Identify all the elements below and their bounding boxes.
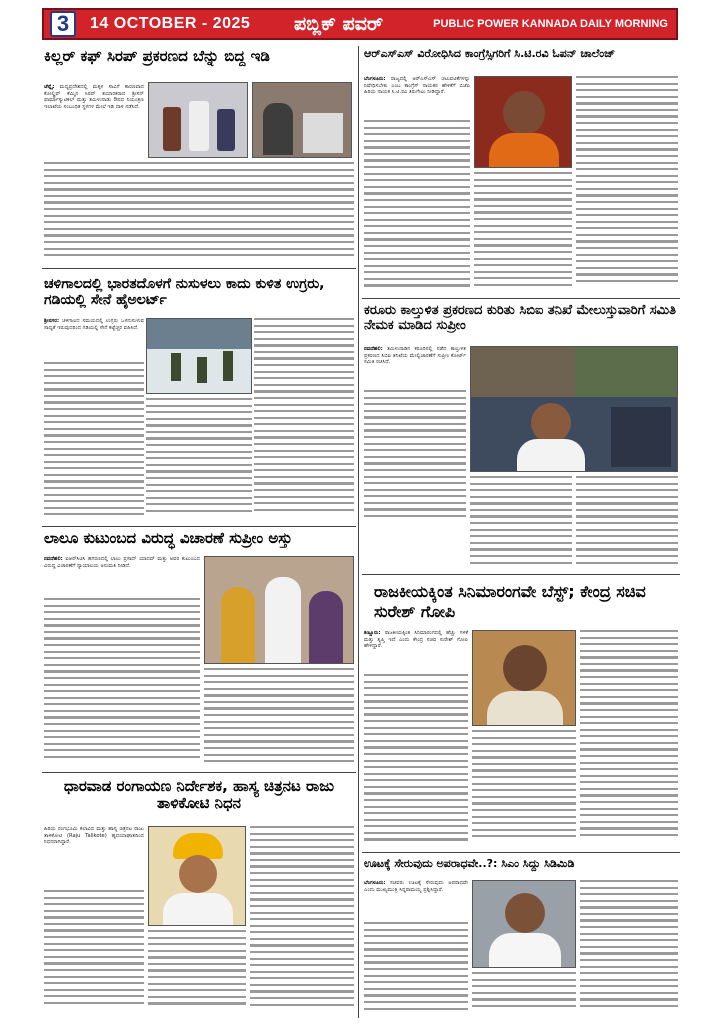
photo-karur-rally (470, 346, 678, 472)
body-ct-ravi: ರಾಜ್ಯದಲ್ಲಿ ಆರ್‌ಎಸ್‌ಎಸ್ ಚಟುವಟಿಕೆಗಳನ್ನು ನಿಷೇಧಿಸಬೇಕು ಎಂಬ ಕಾಂಗ್ರೆಸ್ ನಾಯಕರ ಹೇಳಿಕೆಗೆ ಬಿಜೆಪಿ ಹಿರಿಯ ನಾಯಕ ಸಿ.ಟಿ.ರವಿ ತಿರುಗೇಟು ನೀಡಿದ್ದಾರೆ. (364, 76, 470, 96)
article-text-raju-talikote (44, 826, 144, 886)
headline-ct-ravi: ಆರ್‌ಎಸ್‌ಎಸ್ ವಿರೋಧಿಸಿದ ಕಾಂಗ್ರೆಸ್ಸಿಗರಿಗೆ ಸಿ.ಟಿ.ರವಿ ಓಪನ್ ಚಾಲೆಂಜ್ (364, 47, 616, 60)
divider (362, 574, 680, 575)
text-block-ct-ravi-1 (364, 120, 470, 292)
text-block-raju-3 (250, 826, 354, 1012)
text-block-siddu-2 (472, 972, 576, 1014)
divider (362, 298, 680, 299)
divider (42, 772, 356, 773)
body-cough-syrup: ಮಧ್ಯಪ್ರದೇಶದಲ್ಲಿ ಮಕ್ಕಳ ಸಾವಿಗೆ ಕಾರಣವಾದ ಕೋಲ್ಡ್ರಿಫ್ ಕೆಮ್ಮಿನ ಸಿರಪ್ ತಯಾರಕರಾದ ಶ್ರೀಸನ್ ಫಾರ್ಮಾಸ್ಯುಟಿಕಲ್ ಮತ್ತು ತಮಿಳುನಾಡು ಔಷಧ ನಿಯಂತ್ರಣ ಇಲಾಖೆಯ ಸಂಬಂಧಿತ ಸ್ಥಳಗಳ ಮೇಲೆ ಇಡಿ ದಾಳಿ ನಡೆಸಿದೆ. (44, 84, 144, 110)
photo-syrup-bottles (148, 82, 248, 158)
article-text-suresh-gopi (364, 630, 468, 670)
article-text-cough-syrup (44, 84, 144, 160)
photo-siddaramaiah (472, 880, 576, 968)
text-block-karur-2 (470, 476, 572, 568)
dateline-karur: ನವದೆಹಲಿ: (364, 346, 383, 352)
article-text-lalu (44, 556, 200, 596)
paper-name-kannada: ಪಬ್ಲಿಕ್ ಪವರ್ (294, 13, 384, 35)
text-block-karur-1 (364, 390, 466, 526)
column-divider (358, 46, 359, 1018)
issue-date: 14 OCTOBER - 2025 (90, 15, 251, 32)
text-block-karur-3 (576, 476, 678, 568)
photo-raid (252, 82, 352, 158)
headline-suresh-gopi: ರಾಜಕೀಯಕ್ಕಿಂತ ಸಿನಿಮಾರಂಗವೇ ಬೆಸ್ಟ್; ಕೇಂದ್ರ ಸಚಿವ ಸುರೇಶ್ ಗೋಪಿ (374, 582, 646, 621)
dateline-border-alert: ಶ್ರೀನಗರ: (44, 318, 60, 324)
article-text-ct-ravi (364, 76, 470, 116)
divider (362, 852, 680, 853)
paper-name-english: PUBLIC POWER KANNADA DAILY MORNING (433, 18, 668, 30)
text-block-gopi-1 (364, 674, 468, 846)
dateline-ct-ravi: ಬೆಂಗಳೂರು: (364, 76, 386, 82)
body-siddaramaiah: ಸಚಿವರು ಊಟಕ್ಕೆ ಸೇರುವುದು ಅಪರಾಧವೇ ಎಂದು ಮುಖ್ಯಮಂತ್ರಿ ಸಿದ್ದರಾಮಯ್ಯ ಪ್ರಶ್ನಿಸಿದ್ದಾರೆ. (364, 880, 468, 893)
masthead (42, 8, 678, 40)
headline-lalu: ಲಾಲೂ ಕುಟುಂಬದ ವಿರುದ್ಧ ವಿಚಾರಣೆ ಸುಪ್ರೀಂ ಅಸ್ತು (44, 529, 293, 547)
body-lalu: ಐಆರ್‌ಸಿಟಿಸಿ ಹಗರಣದಲ್ಲಿ ಲಾಲು ಪ್ರಸಾದ್ ಯಾದವ್ ಮತ್ತು ಅವರ ಕುಟುಂಬದ ವಿರುದ್ಧ ವಿಚಾರಣೆಗೆ ನ್ಯಾಯಾಲಯ ಅನುಮತಿ ನೀಡಿದೆ. (44, 556, 200, 569)
text-block-siddu-1 (364, 922, 468, 1014)
text-block-lalu-1 (44, 598, 200, 768)
body-suresh-gopi: ರಾಜಕೀಯಕ್ಕಿಂತ ಸಿನಿಮಾರಂಗದಲ್ಲಿ ಹೆಚ್ಚು ಗಳಿಕೆ ಮತ್ತು ತೃಪ್ತಿ ಇದೆ ಎಂದು ಕೇಂದ್ರ ಸಚಿವ ಸುರೇಶ್ ಗೋಪಿ ಹೇಳಿದ್ದಾರೆ. (364, 630, 468, 650)
text-block-raju-1 (44, 890, 144, 1012)
body-karur: ತಮಿಳುನಾಡಿನ ಕರೂರಿನಲ್ಲಿ ನಡೆದ ಕಾಲ್ತುಳಿತ ಪ್ರಕರಣದ ಸಿಬಿಐ ತನಿಖೆಯ ಮೇಲ್ವಿಚಾರಣೆಗೆ ಸುಪ್ರೀಂ ಕೋರ್ಟ್ ಸಮಿತಿ ರಚಿಸಿದೆ. (364, 346, 466, 366)
body-border-alert: ಚಳಿಗಾಲದ ಸಮಯದಲ್ಲಿ ಉಗ್ರರು ಒಳನುಸುಳುವ ಸಾಧ್ಯತೆ ಇರುವುದರಿಂದ ಗಡಿಯಲ್ಲಿ ಸೇನೆ ಕಟ್ಟೆಚ್ಚರ ವಹಿಸಿದೆ. (44, 318, 144, 331)
text-block-border-alert-2 (146, 398, 252, 522)
photo-lalu-family (204, 556, 354, 664)
text-block-raju-2 (148, 930, 246, 1012)
divider (42, 268, 356, 269)
headline-border-alert: ಚಳಿಗಾಲದಲ್ಲಿ ಭಾರತದೊಳಗೆ ನುಸುಳಲು ಕಾದು ಕುಳಿತ ಉಗ್ರರು, ಗಡಿಯಲ್ಲಿ ಸೇನೆ ಹೈಅಲರ್ಟ್ (44, 276, 325, 309)
text-block-ct-ravi-2 (474, 172, 572, 292)
photo-ct-ravi (474, 76, 572, 168)
text-block-cough-syrup (44, 162, 354, 262)
headline-cough-syrup: ಕಿಲ್ಲರ್ ಕಫ್ ಸಿರಪ್ ಪ್ರಕರಣದ ಬೆನ್ನು ಬಿದ್ದ ಇಡಿ (44, 47, 270, 65)
text-block-ct-ravi-3 (576, 76, 678, 292)
dateline-cough-syrup: ಚೆನ್ನೈ: (44, 84, 55, 90)
text-block-gopi-2 (472, 730, 576, 846)
headline-siddaramaiah: ಊಟಕ್ಕೆ ಸೇರುವುದು ಅಪರಾಧವೇ..?: ಸಿಎಂ ಸಿದ್ದು ಸಿಡಿಮಿಡಿ (364, 857, 575, 870)
article-text-siddaramaiah (364, 880, 468, 920)
text-block-border-alert-1 (44, 362, 144, 522)
photo-suresh-gopi (472, 630, 576, 726)
newspaper-page (38, 0, 682, 1024)
dateline-lalu: ನವದೆಹಲಿ: (44, 556, 63, 562)
divider (42, 526, 356, 527)
text-block-gopi-3 (580, 630, 678, 846)
article-text-karur (364, 346, 466, 386)
dateline-siddaramaiah: ಬೆಂಗಳೂರು: (364, 880, 386, 886)
headline-karur: ಕರೂರು ಕಾಲ್ತುಳಿತ ಪ್ರಕರಣದ ಕುರಿತು ಸಿಬಿಐ ತನಿಖೆ ಮೇಲುಸ್ತುವಾರಿಗೆ ಸಮಿತಿ ನೇಮಕ ಮಾಡಿದ ಸುಪ್ರೀಂ (364, 303, 676, 333)
page-number: 3 (50, 11, 76, 37)
text-block-siddu-3 (580, 880, 678, 1014)
photo-soldiers-snow (146, 318, 252, 394)
body-raju-talikote: ಹಿರಿಯ ರಂಗಭೂಮಿ ಕಲಾವಿದ ಮತ್ತು ಹಾಸ್ಯ ಚಿತ್ರನಟ ರಾಜು ತಾಳಿಕೋಟಿ (Raju Talikote) ಹೃದಯಾಘಾತದಿಂದ ನಿಧನರಾಗಿದ್ದಾರೆ. (44, 826, 144, 846)
article-text-border-alert (44, 318, 144, 358)
headline-raju-talikote: ಧಾರವಾಡ ರಂಗಾಯಣ ನಿರ್ದೇಶಕ, ಹಾಸ್ಯ ಚಿತ್ರನಟ ರಾಜು ತಾಳಿಕೋಟಿ ನಿಧನ (63, 777, 335, 813)
text-block-lalu-2 (204, 668, 354, 768)
dateline-suresh-gopi: ಕಣ್ಣೂರು: (364, 630, 381, 636)
text-block-border-alert-3 (254, 318, 354, 522)
photo-raju-talikote (148, 826, 246, 926)
